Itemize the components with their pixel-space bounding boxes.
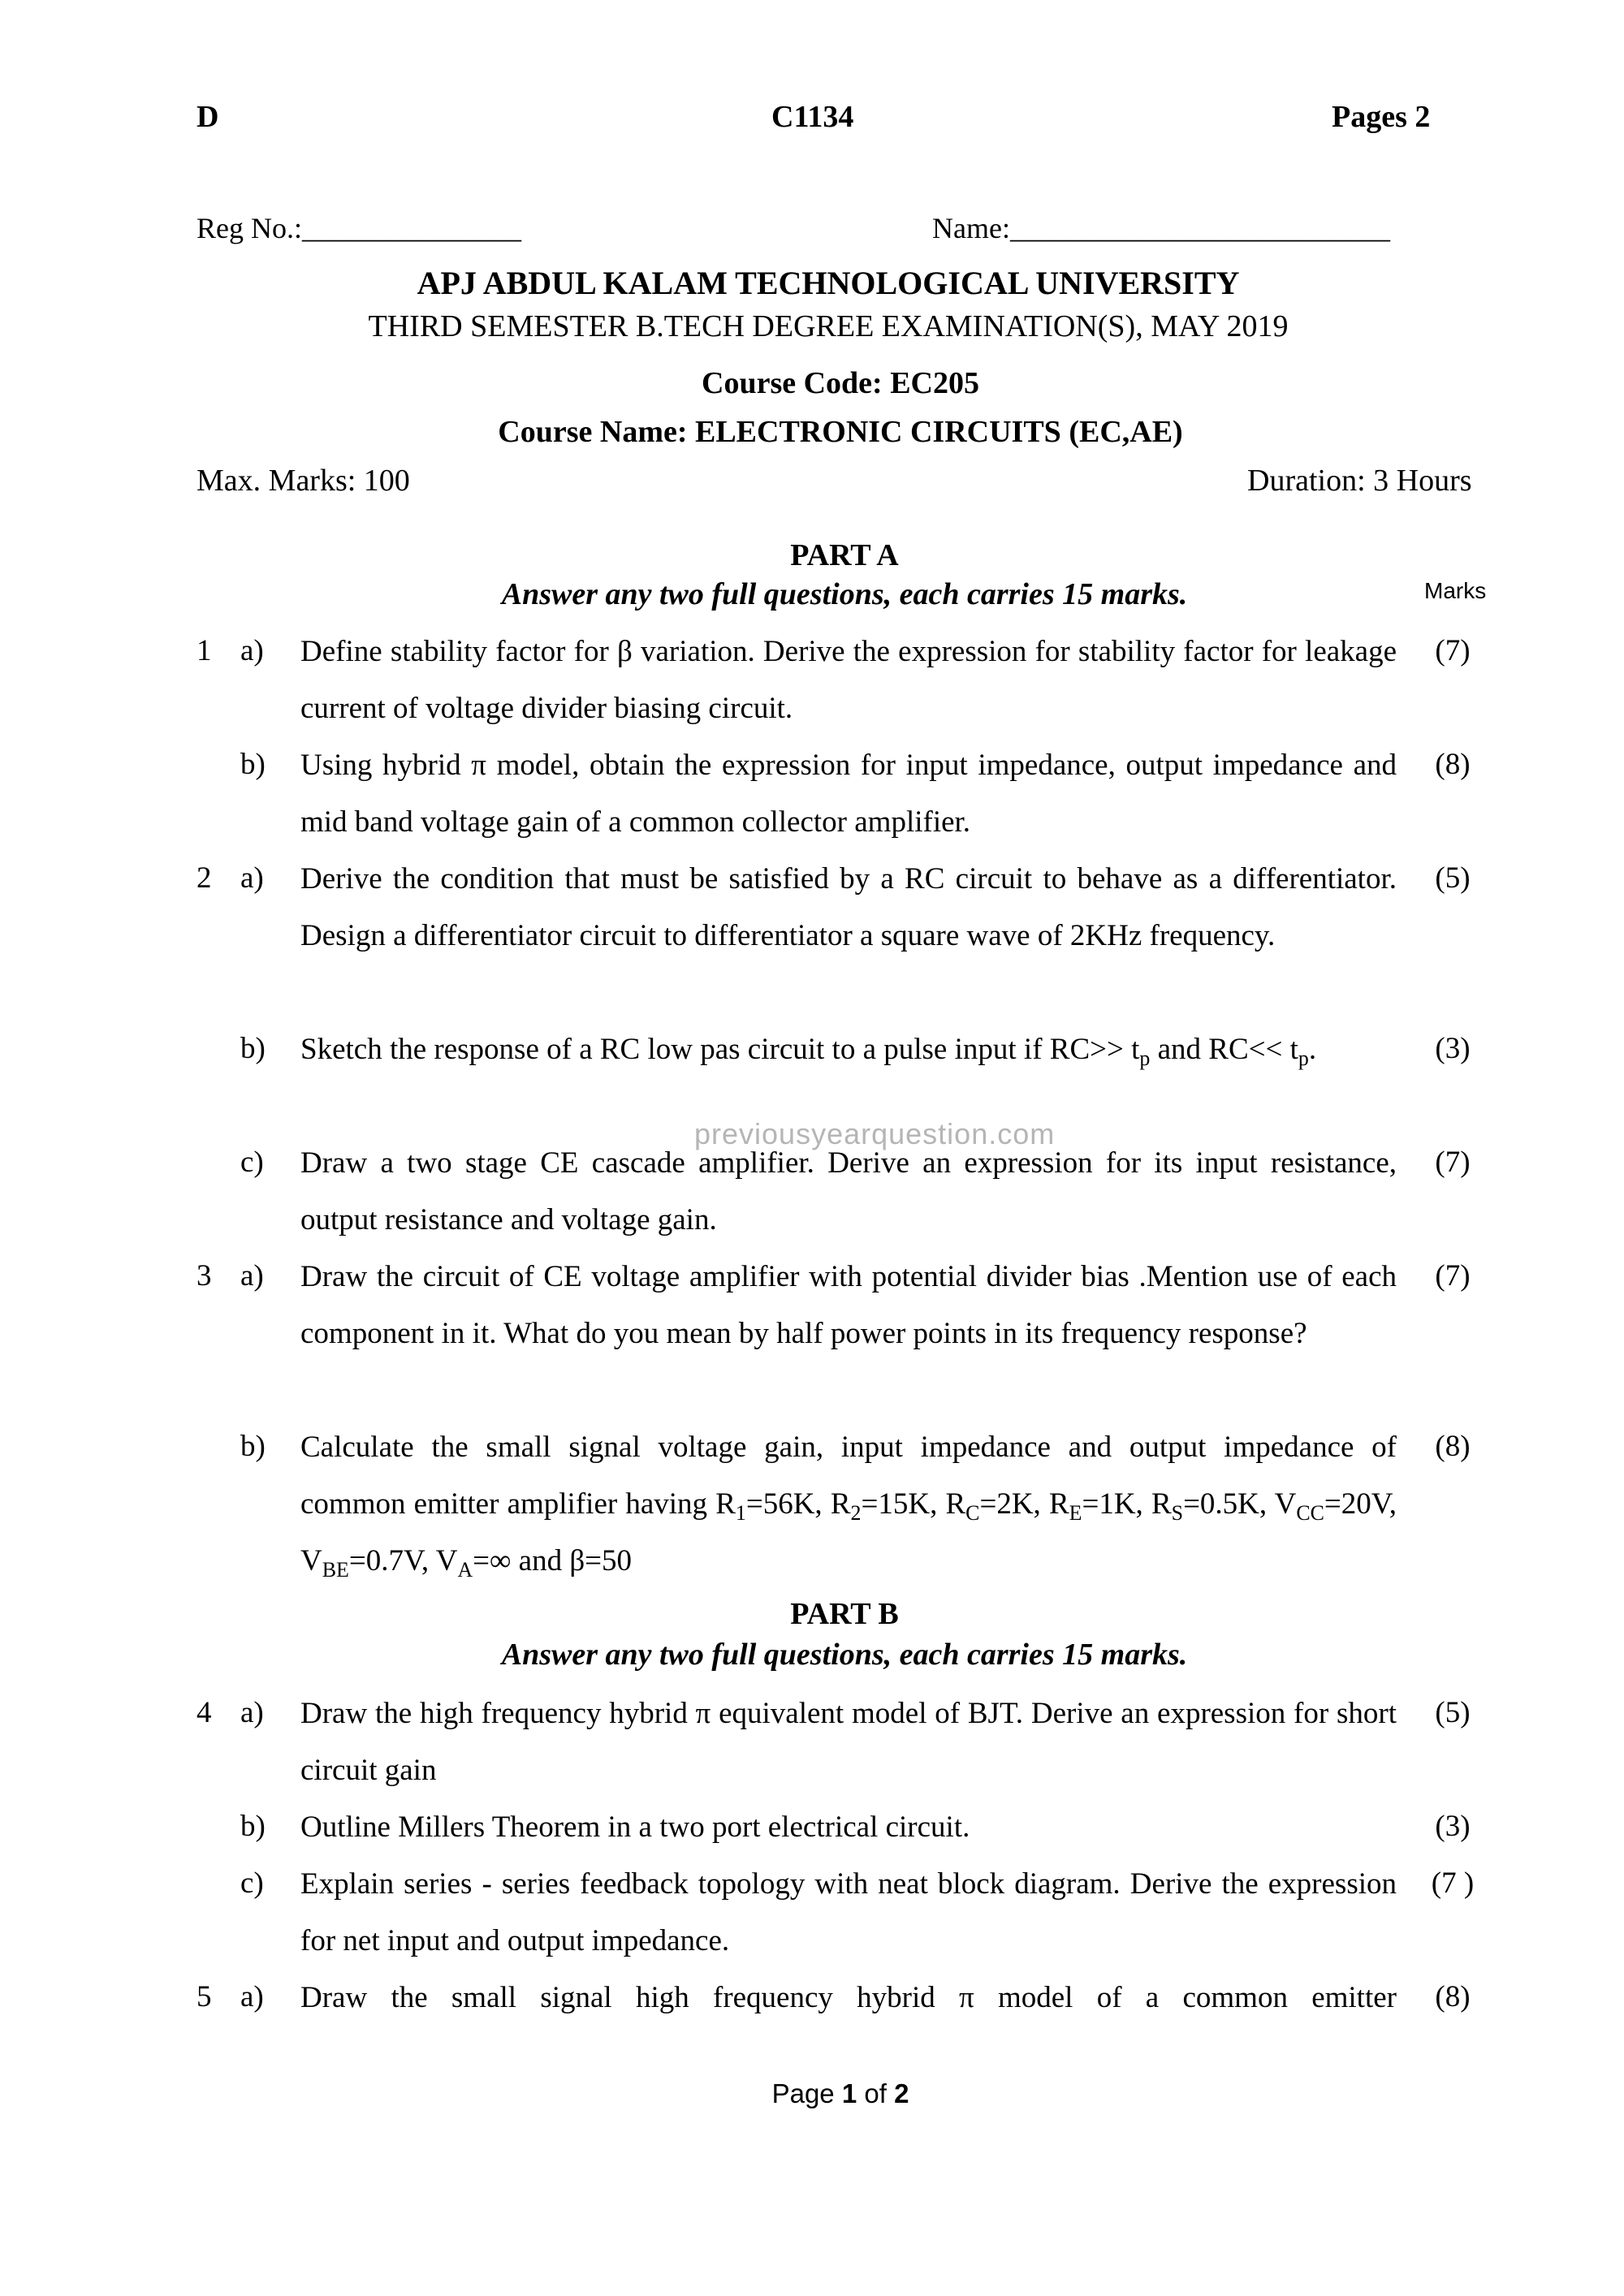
question-marks: (7) — [1435, 1146, 1471, 1179]
university-name: APJ ABDUL KALAM TECHNOLOGICAL UNIVERSITY — [417, 265, 1240, 301]
subquestion-label: a) — [240, 634, 264, 667]
question-text: Draw the small signal high frequency hybrid π model of a common emitter — [300, 1981, 1397, 2014]
question-marks: (7) — [1435, 1259, 1471, 1293]
question-marks: (7 ) — [1431, 1867, 1475, 1900]
question-text: Derive the condition that must be satisfied by a RC circuit to behave as a differentiator. Design a differentiator circuit to differentiator a square wave of 2KHz frequency. — [300, 862, 1397, 952]
subquestion-label: b) — [240, 1032, 266, 1065]
part-b-instruction: Answer any two full questions, each carries 15 marks. — [501, 1638, 1188, 1672]
question-marks: (8) — [1435, 748, 1471, 781]
subquestion-label: c) — [240, 1867, 264, 1900]
question-text: Outline Millers Theorem in a two port electrical circuit. — [300, 1810, 970, 1844]
course-name: Course Name: ELECTRONIC CIRCUITS (EC,AE) — [498, 415, 1183, 449]
exam-name: THIRD SEMESTER B.TECH DEGREE EXAMINATION(S), MAY 2019 — [368, 309, 1289, 343]
question-marks: (7) — [1435, 634, 1471, 667]
name-field: Name:__________________________ — [932, 212, 1390, 244]
max-marks: Max. Marks: 100 — [197, 464, 410, 498]
question-marks: (3) — [1435, 1810, 1471, 1843]
question-marks: (5) — [1435, 861, 1471, 895]
subquestion-label: b) — [240, 1810, 266, 1843]
reg-no-field: Reg No.:_______________ — [197, 212, 521, 244]
question-text: Draw the circuit of CE voltage amplifier with potential divider bias .Mention use of each component in it. What do you mean by half power points in its frequency response? — [300, 1260, 1397, 1350]
subquestion-label: a) — [240, 1696, 264, 1729]
page-count: Pages 2 — [1332, 100, 1431, 134]
question-number: 5 — [197, 1980, 212, 2013]
footer-current-page: 1 — [841, 2078, 857, 2108]
footer-of-word: of — [864, 2078, 887, 2108]
question-marks: (5) — [1435, 1696, 1471, 1729]
part-a-title: PART A — [790, 538, 899, 572]
question-number: 3 — [197, 1259, 212, 1293]
subquestion-label: a) — [240, 1980, 264, 2013]
question-number: 4 — [197, 1696, 212, 1729]
question-text: Sketch the response of a RC low pas circuit to a pulse input if $RC>> t_p$ and $RC<< t_p$. — [300, 1033, 1317, 1070]
question-marks: (3) — [1435, 1032, 1471, 1065]
question-text: Define stability factor for β variation. Derive the expression for stability factor for leakage current of voltage divider biasing circuit. — [300, 635, 1397, 725]
page-footer — [0, 2078, 1624, 2109]
question-text: Calculate the small signal voltage gain, input impedance and output impedance of common emitter amplifier having $R_1=56K$, $R_2=15K$, $R_C=2K$, $R_E=1K$, $R_S=0.5K$, $V_{CC}=20V$, $V_{BE}=0.7V$, $V_A=\infty$ and β=50 — [300, 1431, 1397, 1582]
question-text: Using hybrid π model, obtain the expression for input impedance, output impedance and mid band voltage gain of a common collector amplifier. — [300, 749, 1397, 839]
footer-total-pages: 2 — [894, 2078, 909, 2108]
footer-page-word: Page — [771, 2078, 835, 2108]
question-marks: (8) — [1435, 1980, 1471, 2013]
marks-column-heading: Marks — [1424, 578, 1487, 603]
part-a-instruction: Answer any two full questions, each carries 15 marks. — [501, 577, 1188, 611]
subquestion-label: a) — [240, 861, 264, 895]
question-number: 1 — [197, 634, 212, 667]
question-marks: (8) — [1435, 1430, 1471, 1463]
paper-code: C1134 — [771, 100, 854, 134]
subquestion-label: b) — [240, 748, 266, 781]
part-b-title: PART B — [790, 1597, 899, 1631]
subquestion-label: c) — [240, 1146, 264, 1179]
subquestion-label: a) — [240, 1259, 264, 1293]
question-text: Draw the high frequency hybrid π equivalent model of BJT. Derive an expression for short circuit gain — [300, 1697, 1397, 1787]
question-text: Draw a two stage CE cascade amplifier. Derive an expression for its input resistance, output resistance and voltage gain. — [300, 1146, 1397, 1236]
duration: Duration: 3 Hours — [1247, 464, 1472, 498]
exam-set-code: D — [197, 100, 219, 134]
question-text: Explain series - series feedback topology with neat block diagram. Derive the expression for net input and output impedance. — [300, 1867, 1397, 1957]
question-number: 2 — [197, 861, 212, 895]
course-code: Course Code: EC205 — [702, 366, 979, 400]
subquestion-label: b) — [240, 1430, 266, 1463]
watermark: previousyearquestion.com — [694, 1117, 1056, 1150]
